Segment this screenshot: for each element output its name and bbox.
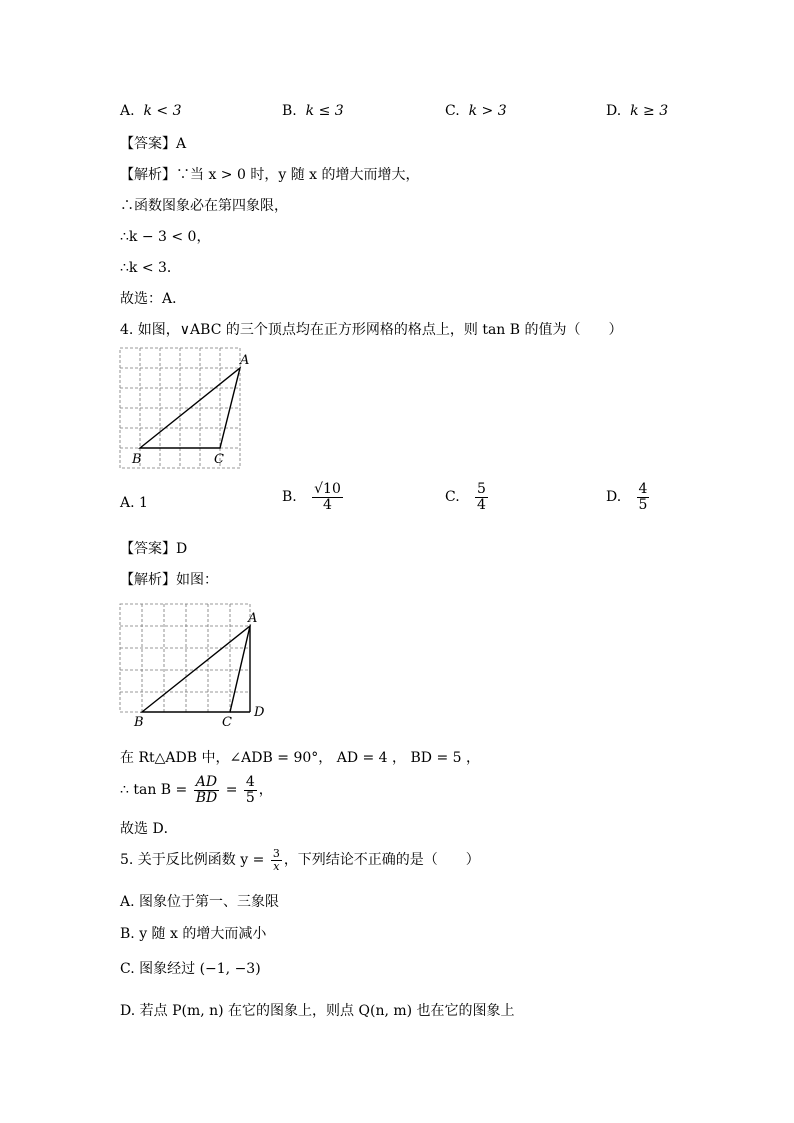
label-d: D [254,705,265,720]
q3-option-a: A. k < 3 [120,103,182,119]
q5-option-b: B. y 随 x 的增大而减小 [120,926,267,942]
q4-option-a: A. 1 [120,495,148,511]
q3-answer: 【答案】A [120,136,187,152]
q4-tan-formula: ∴ tan B = $\frac{AD}{BD}$ = $\frac{4}{5}$ ， [120,774,273,806]
label-b: B [132,452,142,467]
q3-conclusion: 故选：A． [120,291,187,307]
label-c: C [214,452,224,467]
q4-option-d: D. $\frac{4}{5}$ [606,481,648,513]
q3-option-b: B. k ≤ 3 [282,103,344,119]
label-b: B [134,715,144,728]
triangle-abc [142,626,250,712]
q3-option-d: D. k ≥ 3 [606,103,669,119]
label-a: A [248,611,258,626]
q4-solution-figure [118,602,268,728]
q3-analysis-line: 【解析】∵当 x > 0 时，y 随 x 的增大而增大， [120,167,420,183]
q4-analysis-line: 在 Rt△ADB 中，∠ADB = 90°， AD = 4 ， BD = 5 ， [120,750,480,766]
q5-option-a: A. 图象位于第一、三象限 [120,894,280,910]
q3-analysis-line: ∴函数图象必在第四象限， [120,198,288,214]
q4-conclusion: 故选 D． [120,821,178,837]
q5-option-d: D. 若点 P(m, n) 在它的图象上，则点 Q(n, m) 也在它的图象上 [120,1003,515,1019]
q4-answer: 【答案】D [120,541,188,557]
label-c: C [222,715,232,728]
q5-option-c: C. 图象经过 (−1, −3) [120,961,261,977]
q3-analysis-line: ∴k − 3 < 0， [120,229,211,245]
q4-stem: 4. 如图，∨ABC 的三个顶点均在正方形网格的格点上，则 tan B 的值为（ ） [120,322,623,338]
q3-option-c: C. k > 3 [445,103,507,119]
label-a: A [240,353,250,368]
q3-analysis-line: ∴k < 3． [120,260,181,276]
q5-stem: 5. 关于反比例函数 y = $\frac{3}{x}$ ，下列结论不正确的是（ ） [120,847,480,873]
q4-grid-figure [118,346,258,472]
q4-option-b: B. $\frac{√10}{4}$ [282,481,341,513]
q4-analysis-head: 【解析】如图： [120,572,218,588]
q4-option-c: C. $\frac{5}{4}$ [445,481,486,513]
